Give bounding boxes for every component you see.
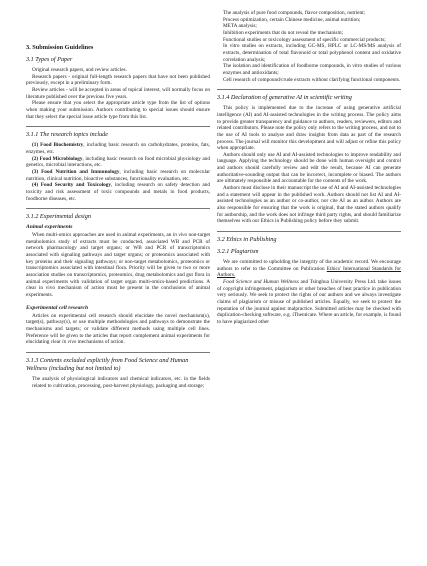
paragraph (217, 279, 401, 326)
heading-cell-research: Experimental cell research (26, 304, 89, 311)
topic-lead: (1) Food Biochemistry (32, 142, 84, 149)
list-item: The isolation and identification of foodborne compounds, in vitro studies of various enzymes and antioxidants; (223, 63, 401, 76)
list-item: Process optimization, certain Chinese medicine, animal nutrition; (223, 16, 361, 23)
heading-experimental-design: 3.1.2 Experimental design (26, 213, 91, 221)
text-run: We are committed to upholding the integrity of the academic record. We encourage authors to refer to the Committee on Publication (217, 259, 401, 272)
excluded-list (26, 376, 210, 389)
list-item: The analysis of pure food compounds, flavor composition, nutrient; (223, 10, 366, 16)
text-run: and Tsinghua University Press Ltd. take issues of copyright infringement, plagiarism or other breaches of best practice in publication very seriously. We seek to protect the rights of our authors and we always investigate claims of plagiarism or misuse of published articles. Equally, we seek to protect the reputation of the journal against malpractice. Submitted articles may be checked with duplication-checking software, e.g. iThenticate. Where an article, for example, is found to have plagiarized other (217, 279, 402, 325)
paragraph: Original research papers, and review articles. (32, 67, 127, 73)
divider (217, 89, 401, 90)
paragraph: This policy is implemented due to the increase of using generative artificial intelligence (AI) and AI-assisted technologies in the writing process. The policy aims to provide greater transparency and guidance to authors, readers, reviewers, editors and related contributors. Please note the policy only refers to the writing process, and not to the use of AI tools to analyse and draw insights from data as part of the research process. The journal will monitor this development and will adjust or refine this policy when appropriate. (217, 105, 401, 152)
right-column (217, 10, 401, 389)
heading-types-of-paper: 3.1 Types of Paper (26, 56, 73, 63)
ethics-standards-link[interactable]: Ethics' International Standards for Authors. (217, 265, 402, 279)
list-item: The analysis of physiological indicators and chemical indicators, etc. in the fields related to cultivation, processing, post-harvest physiology, packaging and storage; (32, 376, 210, 389)
topic-body: , including basic research on molecular nutrition, clinical nutrition, bioactive substances, functionality evaluation, etc. (26, 168, 211, 182)
paragraph: Authors must disclose in their manuscript the use of AI and AI-assisted technologies and a statement will appear in the published work. Authors should not list AI and AI-assisted technologies as an author or co-author, nor cite AI as an author. Authors are also responsible for ensuring that the work is original, that the stated authors qualify for authorship, and the work does not infringe third party rights, and should familiarize themselves with our Ethics in Publishing policy before they submit. (217, 185, 401, 225)
list-item: Functional studies or toxicology assessment of specific commercial products; (223, 36, 386, 43)
paragraph (26, 232, 210, 299)
text-run: Articles on experimental cell research should elucidate the novel mechanism(s), target(s), pathway(s), or use multiple methodologies and pathways to demonstrate the mechanisms and targets; or validate different methods using multiple cell lines. Preference will be given to the articles that report complement animal experiments for elucidating clear (26, 312, 210, 346)
topic-body: , including basic research on food microbial physiology and genetics, microbial interactions, etc. (26, 155, 210, 169)
paragraph: Please ensure that you select the appropriate article type from the list of options when making your submission. Authors contributing to special issues should ensure that they select the special issue article type from this list. (26, 100, 210, 120)
list-item: Inhibition experiments that do not reveal the mechanism; (223, 29, 343, 36)
paragraph: Review articles - will be accepted in areas of topical interest, will normally focus on literature published over the previous five years. (26, 86, 210, 100)
excluded-list-continued (217, 10, 401, 83)
paragraph (26, 313, 210, 346)
heading-ethics: 3.2 Ethics in Publishing (217, 236, 277, 244)
divider (217, 231, 401, 232)
paragraph (217, 259, 401, 279)
list-item: META analysis; (223, 23, 257, 30)
topic-item (26, 182, 210, 202)
text-run: mechanisms of action. (76, 339, 125, 346)
paragraph: Research papers - original full-length research papers that have not been published previously, except in a preliminary form. (26, 73, 210, 87)
topic-item (26, 156, 210, 169)
left-column (26, 44, 210, 389)
heading-generative-ai: 3.1.4 Declaration of generative AI in scientific writing (217, 94, 352, 102)
topic-lead: (3) Food Nutrition and Immunology (32, 168, 120, 175)
heading-plagiarism: 3.2.1 Plagiarism (217, 248, 259, 256)
divider (26, 352, 210, 353)
heading-animal-experiments: Animal experiments (26, 224, 73, 231)
list-item: Cell research of compound/crude extracts without clarifying functional components. (223, 76, 401, 83)
topic-body: , including basic research on carbohydrates, proteins, fats, enzymes, etc. (26, 142, 210, 155)
text-run: non-target metabolomics study of extracts must be conducted, associated WB and PCR of network pharmacology and target organs; or WB and PCR of transcriptomics associated with signaling pathways and target organs; or proteomics associated with key proteins and their signaling pathways; or non-target metabolomics, proteomics or transcriptomics associated with intestinal flora. Priority will be given to two or more association studies on transcriptomics, proteomics, drug metabolomics and gut flora in animal experiments with validation of target organ multi-omics-based predictions. A clear in vivo mechanism of action must be present in the conclusions of animal experiments. (26, 232, 211, 299)
journal-name: Food Science and Human Wellness (223, 279, 299, 285)
paragraph: Authors should only use AI and AI-assisted technologies to improve readability and language. Applying the technology should be done with human oversight and control and authors should carefully review and edit the result, because AI can generate authoritative-sounding output that can be incorrect, incomplete or biased. The authors are ultimately responsible and accountable for the contents of the work. (217, 151, 401, 185)
heading-excluded-contents: 3.1.3 Contents excluded explicitly from Food Science and Human Wellness (including but not limited to) (26, 357, 189, 372)
heading-research-topics: 3.1.1 The research topics include (26, 131, 109, 139)
text-run-italic: in vivo (172, 232, 188, 239)
topic-lead: (4) Food Security and Toxicology (32, 182, 112, 189)
divider (26, 126, 210, 127)
topic-body: , including research on safety detection and toxicity and risk assessment of toxic compounds and metals in food products, foodborne diseases, etc. (26, 182, 210, 202)
text-run: When multi-omics approaches are used in animal experiments, an (32, 232, 173, 239)
topic-lead: (2) Food Microbiology (32, 155, 83, 162)
list-item: In vitro studies on extracts, including GC-MS, HPLC or LC-MS/MS analysis of extracts, determination of total flavonoid or total polyphenol content and oxidative correlation analysis; (223, 43, 401, 63)
section-title: 3. Submission Guidelines (26, 44, 94, 51)
divider (26, 208, 210, 209)
topic-item (26, 169, 210, 182)
topic-item (26, 142, 210, 155)
text-run-italic: in vivo (62, 339, 77, 346)
